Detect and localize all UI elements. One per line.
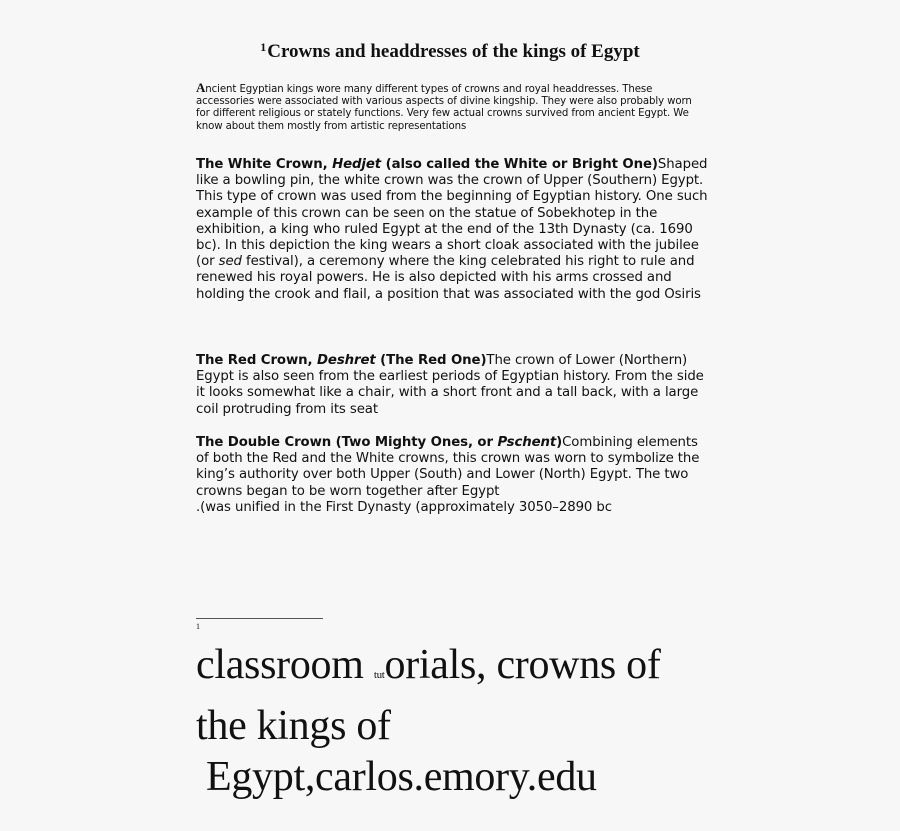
section-double-crown [196, 435, 708, 516]
white-crown-name: Hedjet [332, 157, 382, 172]
white-crown-heading-a: The White Crown, [196, 157, 333, 172]
section-red-crown [196, 353, 708, 418]
source-line-3: Egypt,carlos.emory.edu [206, 754, 597, 800]
intro-paragraph [196, 82, 706, 133]
intro-dropcap: A [196, 80, 206, 95]
red-crown-heading-a: The Red Crown, [196, 353, 317, 368]
source-line-1-b: orials, crowns of [384, 642, 661, 688]
document-title [195, 40, 705, 63]
footnote-number: 1 [196, 622, 200, 631]
section-white-crown [196, 157, 708, 303]
red-crown-text: The crown of Lower (Northern) Egypt is also seen from the earliest periods of Egyptian history. From the side it looks somewhat like a chair, with a short front and a tall back, with a large coil protruding from its seat [196, 353, 704, 417]
source-line-1-small: tut [373, 669, 385, 681]
double-crown-name: Pschent [497, 435, 557, 450]
intro-text: ncient Egyptian kings wore many different types of crowns and royal headdresses. These accessories were associated with various aspects of divine kingship. They were also probably worn for different religious or stately functions. Very few actual crowns survived from ancient Egypt. We know about them mostly from artistic representations [196, 84, 692, 132]
double-crown-text-2: .(was unified in the First Dynasty (approximately 3050–2890 bc [196, 499, 612, 515]
title-text: Crowns and headdresses of the kings of Egypt [267, 41, 640, 62]
footnote-reference[interactable]: 1 [260, 40, 267, 54]
white-crown-text-b: festival), a ceremony where the king celebrated his right to rule and renewed his royal powers. He is also depicted with his arms crossed and holding the crook and flail, a position that was associated with the god Osiris [196, 254, 701, 302]
red-crown-heading [196, 353, 486, 368]
footnote-separator [196, 618, 323, 619]
double-crown-heading-a: The Double Crown (Two Mighty Ones, or [196, 435, 498, 450]
double-crown-text-1: Combining elements of both the Red and the White crowns, this crown was worn to symbolize the king’s authority over both Upper (South) and Lower (North) Egypt. The two crowns began to be worn together after Egypt [196, 435, 700, 499]
double-crown-heading-b: ) [556, 435, 563, 450]
white-crown-text-a: Shaped like a bowling pin, the white crown was the crown of Upper (Southern) Egypt. This type of crown was used from the beginning of Egyptian history. One such example of this crown can be seen on the statue of Sobekhotep in the exhibition, a king who ruled Egypt at the end of the 13th Dynasty (ca. 1690 bc). In this depiction the king wears a short cloak associated with the jubilee (or [196, 157, 708, 270]
double-crown-heading [196, 435, 562, 450]
white-crown-text-em: sed [218, 254, 242, 270]
source-line-2: the kings of [196, 703, 391, 749]
source-line-1-a: classroom [196, 642, 374, 688]
white-crown-heading [196, 157, 658, 172]
red-crown-heading-b: (The Red One) [375, 353, 487, 368]
white-crown-heading-b: (also called the White or Bright One) [381, 157, 658, 172]
footnote-source [196, 640, 756, 803]
source-line-1 [196, 640, 756, 701]
red-crown-name: Deshret [316, 353, 376, 368]
